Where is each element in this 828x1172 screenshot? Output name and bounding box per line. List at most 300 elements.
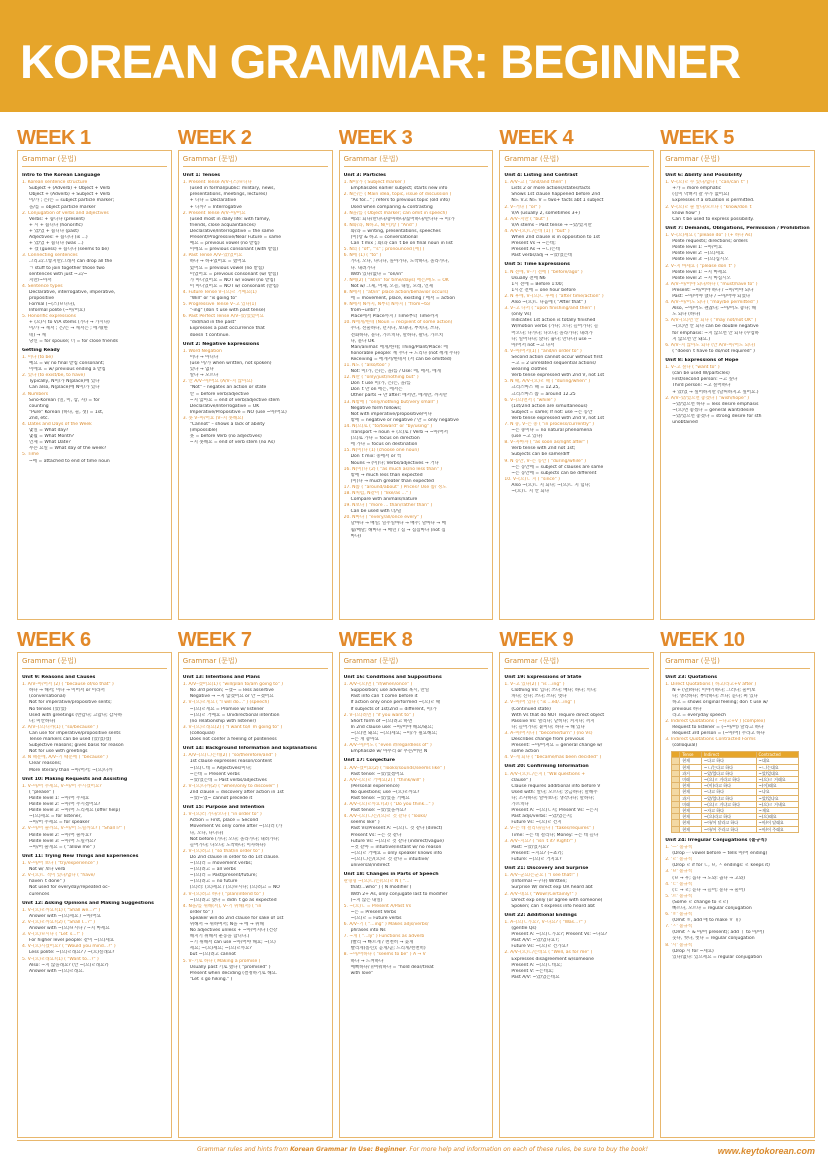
grammar-note: 다. 내려가다	[350, 265, 376, 271]
grammar-note: 날마다 → 매일; 일주일마다 → 매주; 달마다 → 매	[350, 521, 446, 527]
grammar-note: Second action cannot occur without first	[511, 354, 603, 360]
grammar-note: Expresses if a situation is permitted.	[672, 198, 755, 204]
grammar-note: Also, ~아/어도 괜찮다; ~아/어도 좋다; 해	[672, 306, 756, 312]
grammar-note: Also ~(으)ㄴ 지 되다; ~(으)ㄴ 지 넘다;	[511, 482, 591, 488]
grammar-note: 지 않으면 안 돼요.)	[672, 336, 711, 342]
table-cell: ~다고 하다	[701, 758, 756, 764]
grammar-note: Not w/ 보다 verb	[29, 867, 66, 873]
grammar-point: 8. '시' 불규칙	[665, 942, 693, 948]
grammar-note: 아/어서 not ~고 나서	[511, 342, 555, 348]
grammar-note: that/...who" ) ( N modifier )	[350, 885, 412, 891]
grammar-header: Grammar (문법)	[22, 656, 167, 669]
grammar-note: honorable people: 께 주다 → 드리다 (not 께게 주다)	[350, 350, 460, 356]
grammar-note: Receiving = 에게서/한테서 (서 can be omitted)	[350, 356, 452, 362]
grammar-point: 9. N 동안, V–는 동안 ( "during/while" )	[504, 458, 587, 464]
grammar-point: 1. V–고 있다(2) ( "is ...ing" )	[504, 682, 565, 688]
grammar-point: 1. N 전에, V–기 전에 ( "before/ago" )	[504, 269, 583, 275]
grammar-point: 1. A/V–(으)ㄴ/는데(2) ( "so/therefore/and" )	[182, 753, 277, 759]
unit-title: Unit 17: Conjecture	[343, 758, 395, 764]
grammar-note: 이다 → 아니다	[189, 354, 219, 360]
weeks-row-2	[17, 630, 815, 1138]
grammar-note: Don`t mix: 중에서 or 씩	[350, 454, 402, 460]
grammar-point: 8. V–자마자 ( "as soon as/right after" )	[504, 440, 589, 446]
grammar-point: 1. V–아/어 보다 ( "try/experience" )	[22, 861, 99, 867]
table-cell: ~아/어 주라고 하다	[701, 826, 756, 832]
grammar-point: 5. N의 ( "of", "'s" ; pronounced [에] )	[343, 247, 425, 253]
grammar-note: "Not" – negates an action or state	[189, 385, 267, 391]
week-column	[339, 630, 494, 1138]
grammar-note: 2nd, etc.	[29, 415, 49, 421]
week-heading: WEEK 2	[177, 128, 252, 149]
table-cell: 현재	[680, 764, 702, 770]
grammar-point: 16. N(이)나 (2) ( "as much as/no less than" )	[343, 466, 443, 472]
table-cell: ~았/었냐고 하다	[701, 795, 756, 801]
grammar-note: 1시간 전에 = one hour before	[511, 287, 576, 293]
grammar-point: 3. V–(으)ㄹ래요(2) ( "I want to/I`m going to" )	[182, 724, 283, 730]
grammar-note: from~until" )	[350, 308, 381, 314]
grammar-point: 2. V–(으)ㄹ게요 ( "I will do..." ) (speech)	[182, 700, 270, 706]
table-cell: ~(으)라고 하다	[701, 814, 756, 820]
week-column	[660, 630, 815, 1138]
grammar-note: Negative → ~지 않겠어요 or 안 ~겠어요	[189, 694, 274, 700]
grammar-note: ~고 = 2 unrelated sequential actions/	[511, 361, 597, 367]
grammar-note: Past info can`t come before it	[350, 694, 418, 700]
grammar-note: 못 = before Verb (no adjectives)	[189, 434, 262, 440]
grammar-point: 2. 안 A/V–아/어요 (A/V–지 않아요)	[182, 379, 253, 385]
grammar-note: Not for use with greetings	[29, 749, 88, 755]
grammar-point: 2. A/V–네요 ( "Wow!/Certainly!" )	[504, 891, 577, 897]
grammar-note: Subject + (Adverb) + Object + Verb	[29, 186, 111, 192]
grammar-note: "did/had in the past"	[189, 320, 237, 326]
grammar-note: haven`t done" )	[29, 879, 65, 885]
grammar-note: 다; 들어가다; 붙이다; 하다 → 해 있다	[511, 724, 585, 730]
grammar-note: Past tense: ~았/었겠어요	[350, 771, 404, 777]
table-header-cell: Tense	[680, 752, 702, 758]
grammar-note: Speaker will do 2nd clause for sake of 1st	[189, 915, 284, 921]
table-cell: ~(으)래요	[756, 814, 799, 820]
grammar-point: 1. A/V–고 ( "and/and then" )	[504, 180, 567, 186]
grammar-note: Future: ~(으)ㄹ 거지요?	[511, 856, 562, 862]
unit-title: Unit 4: Listing and Contrast	[504, 173, 578, 178]
grammar-header: Grammar (문법)	[504, 154, 649, 167]
grammar-note: Tense markers can be used (았/었/겠)	[29, 737, 112, 743]
grammar-note: ~에 = attached to end of time noun	[29, 458, 110, 464]
grammar-point: 1. A/V–겠어요(2) ( "looks/sounds/seems like" )	[343, 765, 446, 771]
grammar-note: Emphasizes earlier subject; starts new info	[350, 186, 448, 192]
grammar-note: "Will" or "is going to"	[189, 295, 238, 301]
grammar-note: ~(으)ㄹ게요 = Promise w/ listener	[189, 706, 264, 712]
grammar-point: 1. Present Tense A/V–(스)ㅂ니다	[182, 180, 252, 186]
grammar-note: Movement Vs only come after ~(으)러 (가	[189, 824, 283, 830]
grammar-note: Present when deciding (결정하기로 해요.	[189, 970, 278, 976]
week-column	[660, 128, 815, 620]
grammar-note: (ㅂ → 우; 돕다 → 도와: 곱다 → 고와)	[672, 875, 745, 881]
grammar-note: know how" )	[672, 210, 701, 216]
grammar-note: 이/가 ; 은/는 = subject particle marker;	[29, 198, 115, 204]
week-heading: WEEK 9	[499, 630, 574, 651]
grammar-point: 6. N에 (1) ( "to" )	[343, 253, 382, 259]
grammar-note: Not for imperative/propositive sents;	[29, 700, 112, 706]
footer-url[interactable]: www.keytokorean.com	[717, 1146, 815, 1156]
grammar-point: 1. A/V–(으)ㄴ/는지 ( "WB questions +	[504, 771, 586, 777]
grammar-note: (이)나 → much greater than expected	[350, 478, 434, 484]
grammar-note: for emphasis: ~지 않으면 안 되다 (수업하	[672, 330, 760, 336]
table-cell: ~았/었다고 하다	[701, 770, 756, 776]
grammar-point: 17. N쯤 ( "around/about" ) Prices? Use 쯤/ 정도	[343, 484, 447, 490]
grammar-point: 2. V–(으)ㄹ까요?(2) ( "Shall I...?" )	[22, 920, 96, 925]
quotation-table	[671, 751, 799, 833]
grammar-note: Action = First, place = Second	[189, 818, 259, 824]
grammar-note: 다; 생각하다; 부탁하다; 쓰다; 듣다; 써 있다	[672, 694, 758, 700]
grammar-note: "As for..." ; refers to previous topic (old info)	[350, 198, 450, 204]
grammar-note: 1시 전에 = Before 1:00;	[511, 281, 564, 287]
grammar-note: Time: ~는 데 걸리다; Money: ~는 데 들다	[511, 832, 599, 838]
grammar-note: Past A/V: ~았/었는데요	[511, 974, 560, 980]
week-column	[178, 128, 333, 620]
unit-title: Unit 13: Intentions and Plans	[182, 675, 260, 680]
grammar-note: Can be used with 더/덜	[350, 509, 402, 515]
grammar-note: (ㄷ → ㄹ; 듣다 → 들어; 묻다 → 물어)	[672, 887, 745, 893]
grammar-note: 가다, 오다, 다니다, 돌아가다, 도착하다, 올라가다,	[350, 259, 449, 265]
grammar-point: 10. N에게/한테 (Noun = recipient of some action)	[343, 320, 453, 326]
grammar-note: Past tense: ~았/었을 거예요	[350, 796, 410, 801]
grammar-note: Compare with animals/nature	[350, 497, 418, 503]
grammar-point: 2. 'ㄹ' 불규칙	[665, 857, 693, 863]
grammar-note: Past adjs/verbs: ~았/었는지;	[511, 814, 573, 820]
grammar-note: 도 되다 (하다)	[672, 312, 701, 318]
grammar-note: ~(으)세요 = for listener,	[29, 814, 82, 820]
grammar-note: If action only once performed ~(으)ㄹ 때	[350, 700, 441, 706]
grammar-note: V/A stems – Past tense → ~았/었지만	[511, 222, 592, 228]
grammar-note: Direct exp only (or agree with someone)	[511, 897, 603, 903]
grammar-note: 다; 조사하다; 알아보다; 생각나다; 말하다;	[511, 796, 595, 801]
table-cell: ~ㄴ/는다고 하다	[701, 764, 756, 770]
grammar-note: phrases into Ns	[350, 928, 386, 934]
grammar-point: 2. N은/는 ( Main idea, topic, issue of discussion )	[343, 192, 452, 198]
grammar-note: Imperative/Propositive = NO (use ~아/어요)	[189, 409, 287, 415]
unit-title: Unit 15: Purpose and Intention	[182, 805, 265, 811]
grammar-note: Past verbs/adj → ~았/었는데	[511, 253, 573, 259]
grammar-note: (use ~고 있다)	[511, 434, 543, 440]
grammar-point: 5. V–(으)ㄹ래요?(1) ( "Want to...?" )	[22, 956, 99, 962]
grammar-point: 2. A/V–(으)ㄴ/는데요 ( "Well, as for me" )	[504, 950, 593, 956]
grammar-note: previous 하다	[672, 706, 702, 712]
unit-title: Unit 5: Time Expressions	[504, 262, 570, 268]
grammar-note: 예요 = previous vowel (no 받침)	[189, 241, 260, 247]
grammar-note: ~(으)ㄴ/는/(으)ㄹ 것 같다 = intuitive/	[350, 856, 429, 862]
grammar-note: presentations, meetings, lectures)	[189, 192, 268, 198]
grammar-point: 9. N에서 N까지, N부터 N까지 ( "from~to/	[343, 302, 431, 308]
grammar-note: 월/매달; 해마다 → 매년 / 집 → 집집마다 (not 집	[350, 527, 446, 533]
grammar-note: 무슨 요일 = What day of the week?	[29, 446, 107, 452]
table-cell: ~(으)ㄹ 거라고 하다	[701, 777, 756, 783]
grammar-note: universal/indirect	[350, 863, 390, 869]
grammar-note: Present Vs → ~는데;	[511, 241, 556, 247]
table-cell: ~대요	[756, 758, 799, 764]
grammar-note: Present A: ~(으)ㄴ지; Present Vs: ~는지	[511, 808, 599, 814]
week-column	[17, 630, 172, 1138]
grammar-note: First/second person: ~고 싶다	[672, 377, 738, 383]
grammar-note: 하고 = shows original feeling; don`t use w/	[672, 700, 768, 706]
grammar-note: Emphasize w/ 아무리 or 무슨/어떤 N	[350, 749, 428, 755]
grammar-header: Grammar (문법)	[665, 656, 810, 669]
grammar-note: ~(으)려고 했다 = didn`t go as expected	[189, 897, 277, 903]
grammar-note: unobtained	[672, 419, 698, 425]
grammar-point: 1. A/V–군요/는군요 ( "I see that!" )	[504, 873, 579, 879]
grammar-note: 2nd clause = discovery after action in 1st	[189, 789, 284, 795]
grammar-point: 6. V–(으)면서 ( "while" )	[504, 397, 556, 403]
grammar-note: Request 3rd person = (~아/어) 주라고 하다	[672, 730, 765, 736]
grammar-point: 5. A/V–(으)면 안 되다 ( "may not/not OK" )	[665, 318, 757, 324]
grammar-note: With 있다/없다 = "on/in"	[350, 271, 404, 277]
grammar-note: 웃다, 씻다, 벗다 = regular conjugation	[672, 936, 755, 942]
grammar-point: 2. Conjugation of verbs and adjectives	[22, 210, 109, 216]
grammar-note: Usually past 기로 했다 ( "promised" )	[189, 964, 271, 970]
unit-title: Unit 1: Tenses	[182, 173, 221, 178]
grammar-note: Not used for everyday/repeated oc–	[29, 885, 110, 891]
grammar-note: Polite level 3: ~아/어 드리세요 (offer help)	[29, 808, 121, 814]
grammar-note: Verb tense expressed with 2nd V, not 1st	[511, 373, 605, 379]
grammar-note: Verbs: + 습니다 (present)	[29, 216, 85, 222]
unit-title: Unit 20: Confirming Information	[504, 764, 589, 770]
grammar-note: In 2nd clause use: ~아/어야 해요/돼요;	[350, 724, 434, 730]
grammar-note: (only Vs)	[511, 312, 532, 318]
grammar-point: 5. Honorific expressions	[22, 314, 76, 320]
grammar-note: + 시 + 습니다 (honorific)	[29, 222, 83, 228]
grammar-note: Object + (Adverb) + Subject + Verb	[29, 192, 111, 198]
grammar-note: Future Vs: ~(으)ㄹ 것 같다 (indirect/vague)	[350, 838, 444, 844]
grammar-note: (can be used W/particles)	[672, 371, 730, 377]
grammar-note: 을/를 = object particle marker	[29, 204, 96, 210]
grammar-point: 1. Korean sentence structure	[22, 180, 88, 186]
grammar-point: 2. V–(으)ㄹ 줄 알다/모르다 ( "know/don`t	[665, 204, 752, 210]
grammar-note: Not with imperative/propositive/이다	[350, 411, 432, 417]
grammar-note: (gentle Qs)	[511, 926, 537, 932]
grammar-note: Negative form follows;	[350, 405, 402, 411]
grammar-note: Used when comparing & contrasting	[350, 204, 433, 210]
grammar-point: 5. ~(으)ㄴ = Present A/Past Vs	[343, 903, 412, 909]
grammar-point: 8. N에서 ( "at/in" place action/behavior occurs)	[343, 289, 449, 295]
week-column	[339, 128, 494, 620]
grammar-note: 라고 = everyday speech	[672, 712, 726, 718]
grammar-note: Formal (~(스)ㅂ니다),	[29, 302, 76, 308]
grammar-note: (Drop ㄹ if for ㄴ, ㅂ, ㅅ endings: ㄹ keeps it)	[672, 863, 770, 869]
grammar-note: "-ing" (don`t use with past tense)	[189, 308, 266, 314]
weeks-row-1	[17, 128, 815, 620]
grammar-note: + 았/었 → 싶어하지만 (날씨하지고 싶어요.)	[672, 389, 759, 395]
unit-title: Unit 22: Additional Endings	[504, 912, 577, 918]
grammar-point: 3. A/V–아/어도 ( "even if/regardless of" )	[343, 743, 432, 749]
grammar-note: Lists 2 or more actions/states/facts	[511, 186, 591, 192]
grammar-note: ~았/었으면 좋겠다 = strong desire for sth	[672, 413, 762, 419]
grammar-note: Answer with ~(으)ㄹ래요.	[29, 968, 85, 974]
grammar-note: ( "doesn`t have to do/not required" )	[672, 348, 755, 354]
grammar-note: 빠르다, 모르다 = regular conjugation	[672, 906, 752, 912]
grammar-point: 1. V–고 싶다 ( "want to" )	[665, 365, 720, 371]
grammar-point: 2. A/V–(으)니까(1) ( "so/because" )	[22, 724, 98, 730]
grammar-note: 에 = movement, place, existing / 에서 = action	[350, 295, 455, 301]
grammar-note: Expresses disagreement w/someone	[511, 956, 594, 962]
grammar-note: ~는 중이다 = no natural phenomena	[511, 428, 593, 434]
grammar-note: With Vs that do NOT require direct object	[511, 712, 605, 718]
grammar-note: doesn`t continue.	[189, 332, 230, 338]
week-column	[499, 630, 654, 1138]
grammar-point: 3. A–아/어지다 ( "become/turn" ) (no Vs)	[504, 730, 593, 736]
grammar-point: 1. V–(으)세요 ( "please do" ) (+ 하다 As)	[665, 233, 753, 239]
grammar-note: (으)로 가다 = focus on direction	[350, 436, 420, 442]
grammar-note: No adjectives unless + ~아/어지다 (건강	[189, 928, 278, 934]
grammar-note: but ~(으)려고 cannot	[189, 952, 236, 958]
grammar-note: Usually 전에 N6	[511, 275, 546, 281]
grammar-note: 테) → 께	[29, 332, 47, 338]
grammar-note: 였어요 = previous vowel (no 받침)	[189, 265, 264, 271]
unit-title: Unit 14: Background Information and Explanations	[182, 746, 317, 752]
grammar-point: 3. Indirect Quotations Contracted Forms	[665, 737, 756, 743]
grammar-note: Subject = same; If not: use ~는 동안	[511, 409, 593, 415]
week-heading: WEEK 10	[660, 630, 745, 651]
grammar-point: 4. Future Tense V–(으)ㄹ 거예요(1)	[182, 289, 257, 295]
grammar-point: 3. Numbers	[22, 391, 49, 397]
grammar-point: 2. V–아/어 줄까요, V–아/어 드릴까요? ( "Shall I?" )	[22, 826, 126, 832]
grammar-note: Transport → noun + (으)로 / Verb → ~아/어서	[350, 430, 449, 436]
grammar-note: 당신 = for spouse; 너 = for close friends	[29, 338, 118, 344]
table-cell: 현재	[680, 783, 702, 789]
table-cell: 현재	[680, 758, 702, 764]
grammar-note: ㄱ stuff to join together those two	[29, 265, 105, 271]
grammar-point: 1. V–(으)ㄹ 수 있다/없다 ( "can/can`t" )	[665, 180, 749, 186]
grammar-point: 3. V–(으)려고 하다 ( "plan/intend to" )	[182, 891, 264, 897]
grammar-note: No 3rd person; ~겠~ = less assertive	[189, 688, 274, 694]
grammar-point: 3. 못 V–아/어요 (V–지 못해요)	[182, 415, 244, 421]
grammar-note: N도 V고 N도 V = two+ facts abt 1 subject	[511, 198, 604, 204]
grammar-point: 7. N에(2) ( "at/in" for time/days) 에는/에도 = OK	[343, 277, 449, 283]
grammar-point: 2. V–거나 ( "or" )	[504, 204, 541, 210]
grammar-note: Subjective reasons; gives basis for reason	[29, 743, 124, 749]
grammar-note: ~지 않아요 = end of verb/adjective stem	[189, 397, 280, 403]
grammar-point: 5. V–기로 하다 ( Making a promise )	[182, 958, 261, 964]
week-heading: WEEK 3	[338, 128, 413, 149]
grammar-note: Informal polite (~아/어요)	[29, 308, 86, 314]
grammar-point: 2. N 후에, V–(으)ㄴ 후에 ( "after time/action" )	[504, 294, 604, 299]
grammar-note: counting	[29, 403, 49, 409]
grammar-note: 차다; 신다; 쓰다; 쓰다; 벗다	[511, 694, 567, 700]
grammar-note: Declarative, interrogative, imperative,	[29, 289, 116, 295]
grammar-point: 2. 있다 (to exist/be, to have)	[22, 373, 86, 379]
grammar-note: No tenses (았/었)	[29, 706, 67, 712]
grammar-note: "Pure" Korean (하나, 둘, 셋) = 1st,	[29, 409, 104, 415]
grammar-note: Future Vs: ~(으)ㄹ 건지	[511, 820, 562, 826]
grammar-note: ~(으)ㄴ 지 안 되다	[511, 489, 550, 494]
unit-title: Unit 24: Irregular Conjugations (불규칙)	[665, 837, 767, 843]
grammar-note: Present As → ~ㄴ/은데	[511, 247, 561, 253]
grammar-note: Past tense: ~았/었을까요?	[350, 808, 407, 814]
table-cell: ~(이)래요	[756, 783, 799, 789]
grammar-note: Expresses a past occurrence that	[189, 326, 265, 332]
grammar-note: (길이 막혀서 갈 수가 없어요)	[672, 192, 730, 198]
grammar-point: 4. A/V–아/어도 되다 ( "may/be permitted" )	[665, 300, 759, 306]
grammar-note: Surprise W/ direct exp OR heard abt	[511, 885, 593, 891]
grammar-note: (used most in daily life: with family,	[189, 216, 271, 222]
table-header-cell: Indirect	[701, 752, 756, 758]
grammar-note: ~는 동안에 = subject of clauses are same	[511, 464, 604, 470]
grammar-note: ~는 동안에 = subjects can be different	[511, 470, 597, 476]
grammar-note: N + (말)하다; 이야기하다; 그러다; 물어보	[672, 688, 756, 694]
grammar-note: ~(으)려고 = no future	[189, 879, 238, 885]
grammar-note: Verb tense expressed with 2nd V, not 1st	[511, 415, 605, 421]
table-cell: 미래	[680, 777, 702, 783]
grammar-point: 3. A/V–아/어야 되다/하다 ( "must/have to" )	[665, 281, 758, 287]
grammar-header: Grammar (문법)	[183, 154, 328, 167]
grammar-header: Grammar (문법)	[344, 656, 489, 669]
grammar-note: 있다/없다: 있으세요 = regular conjugation	[672, 954, 762, 960]
grammar-note: Polite level 3: ~(으)십시오	[672, 257, 729, 263]
grammar-note: clause" )	[511, 777, 532, 783]
grammar-point: 6. A/V–지 않아도 되다 (안 A/V–아/어도 되다)	[665, 342, 756, 348]
table-cell: ~자고 하다	[701, 808, 756, 814]
week-panel	[17, 652, 172, 1138]
table-cell: 현재	[680, 814, 702, 820]
week-panel	[178, 652, 333, 1138]
grammar-note: + 니까? = Interrogative	[189, 204, 242, 210]
grammar-note: Can use for imperative/propositive sents	[29, 730, 121, 736]
grammar-note: 가 아니었어요 = NOT w/ vowel (no 받침)	[189, 277, 276, 283]
grammar-note: Third person: ~고 싶어하다	[672, 383, 731, 389]
grammar-note: ~았/었으면 하다 = less desire emphasis	[672, 401, 759, 407]
grammar-note: ~아/어 주세요 = for speaker	[29, 820, 90, 826]
grammar-note: ~기 위해서 can use ~아/어야 해요; ~(으)	[189, 940, 276, 946]
table-cell: 과거	[680, 770, 702, 776]
grammar-point: 3. N 때문에, A/V–기 때문에 ( "because" )	[22, 755, 108, 761]
grammar-point: 4. N와/과, N하고, N(이)랑 ( "And" )	[343, 222, 417, 228]
grammar-note: order to" )	[189, 909, 213, 915]
grammar-point: 20. N마다 ( "every/all/once every" )	[343, 515, 423, 521]
table-cell: 현재	[680, 820, 702, 826]
table-cell: ~았/었냐요	[756, 795, 799, 801]
week-column	[178, 630, 333, 1138]
grammar-note: (Omit ㅅ & 아/어 present); add ㅣ to 아/어)	[672, 930, 765, 936]
grammar-note: Man/animal: 에게/한테; Thing/Plant/Place: 에	[350, 344, 448, 350]
grammar-note: ~았/었는데 = Past verbs/adjectives	[189, 777, 267, 783]
grammar-note: 하다 → 하+였어요 = 했어요	[189, 259, 246, 265]
grammar-note: Can also, N(place)에 N이/가 있다	[29, 385, 100, 391]
grammar-note: (Informal ~구나) Written;	[511, 879, 567, 885]
grammar-note: Present/Progressive/Near Future = same	[189, 235, 281, 241]
grammar-note: Future Vs: ~(으)ㄹ 건가요?	[511, 944, 569, 950]
grammar-point: 6. Past Perfect Tense A/V–았/었었어요	[182, 314, 264, 320]
grammar-note: Does not confer a feeling of politeness	[189, 737, 277, 743]
grammar-note: 밖에 = negative or negative / 만 = only negative	[350, 417, 459, 423]
table-cell: 과거	[680, 795, 702, 801]
grammar-note: 마다)	[350, 533, 362, 539]
grammar-point: 11. N도 ( "also/too" )	[343, 363, 390, 369]
table-header-cell: Contracted	[756, 752, 799, 758]
grammar-note: 지만/~아서	[29, 277, 52, 283]
grammar-note: Can`t mix ; 와/과 can`t be on final noun in list	[350, 241, 453, 247]
grammar-note: 예외: 되다/만나다/좋아하다/싫어하다/만나다 → 이/가	[350, 216, 455, 222]
grammar-note: More literary than ~아/어서; ~(으)니까	[29, 767, 113, 773]
week-heading: WEEK 4	[499, 128, 574, 149]
grammar-point: 1. Direct Quotations ( 하고/라고+V after )	[665, 682, 757, 688]
week-heading: WEEK 6	[17, 630, 91, 651]
grammar-note: sentences with just ~고/~	[29, 271, 88, 277]
grammar-point: 3. V–(으)ㅂ시다 ( "Let`s...!" )	[22, 932, 84, 938]
grammar-note: Past A/V: ~았/었나요?;	[511, 938, 560, 944]
grammar-note: + 았/었 + 습니다 (was ...)	[29, 241, 84, 247]
grammar-point: 5. Progressive Tense V–고 있다(1)	[182, 302, 257, 308]
grammar-point: 1. A–(으)ㄴ가요?, V–나요? ( "Was...?" )	[504, 920, 586, 925]
unit-title: Unit 16: Conditions and Suppositions	[343, 675, 442, 680]
grammar-note: Subjects can be same/diff	[511, 452, 570, 458]
